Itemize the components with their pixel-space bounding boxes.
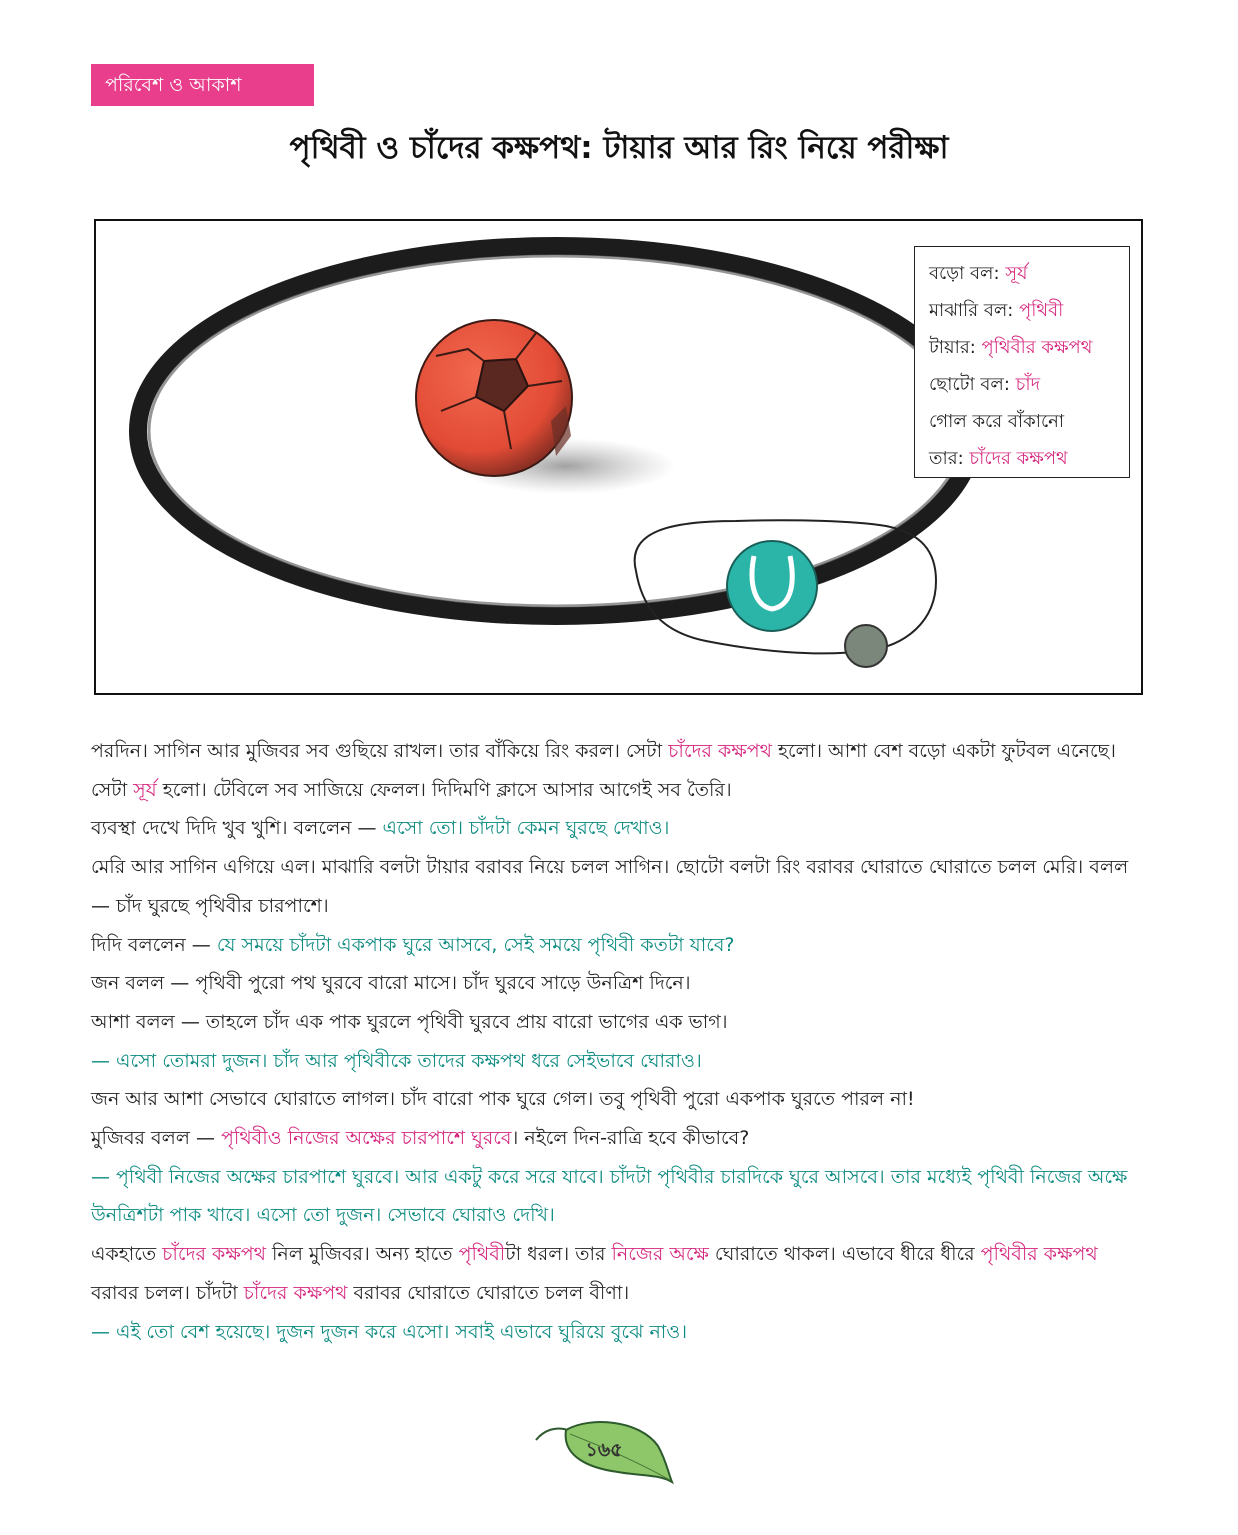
tennis-ball-earth [727,541,817,631]
paragraph-7: — এসো তোমরা দুজন। চাঁদ আর পৃথিবীকে তাদের কক্ষপথ ধরে সেইভাবে ঘোরাও। [91,1049,702,1072]
paragraph-11: একহাতে চাঁদের কক্ষপথ নিল মুজিবর। অন্য হাতে পৃথিবীটা ধরল। তার নিজের অক্ষে ঘোরাতে থাকল। এভাবে ধীরে ধীরে পৃথিবীর কক্ষপথ বরাবর চলল। চাঁদটা চাঁদের কক্ষপথ বরাবর ঘোরাতে ঘোরাতে চলল বীণা। [91,1243,1098,1304]
legend-row-earth: মাঝারি বল: পৃথিবী [929,300,1064,321]
paragraph-6: আশা বলল — তাহলে চাঁদ এক পাক ঘুরলে পৃথিবী ঘুরবে প্রায় বারো ভাগের এক ভাগ। [91,1010,728,1033]
legend-row-moon-orbit: তার: চাঁদের কক্ষপথ [929,448,1068,469]
football-sun [416,320,572,476]
legend-row-moon: ছোটো বল: চাঁদ [929,374,1041,395]
paragraph-9: মুজিবর বলল — পৃথিবীও নিজের অক্ষের চারপাশে ঘুরবে। নইলে দিন-রাত্রি হবে কীভাবে? [91,1127,750,1150]
paragraph-1: পরদিন। সাগিন আর মুজিবর সব গুছিয়ে রাখল। তার বাঁকিয়ে রিং করল। সেটা চাঁদের কক্ষপথ হলো। আশা বেশ বড়ো একটা ফুটবল এনেছে। সেটা সূর্য হলো। টেবিলে সব সাজিয়ে ফেলল। দিদিমণি ক্লাসে আসার আগেই সব তৈরি। [91,740,1116,801]
experiment-figure [94,219,1143,695]
page-number: ১৬৫ [585,1439,623,1461]
paragraph-10: — পৃথিবী নিজের অক্ষের চারপাশে ঘুরবে। আর একটু করে সরে যাবে। চাঁদটা পৃথিবীর চারদিকে ঘুরে আসবে। তার মধ্যেই পৃথিবী নিজের অক্ষে উনত্রিশটা পাক খাবে। এসো তো দুজন। সেভাবে ঘোরাও দেখি। [91,1165,1128,1227]
paragraph-3: মেরি আর সাগিন এগিয়ে এল। মাঝারি বলটা টায়ার বরাবর নিয়ে চলল সাগিন। ছোটো বলটা রিং বরাবর ঘোরাতে ঘোরাতে চলল মেরি। বলল — চাঁদ ঘুরছে পৃথিবীর চারপাশে। [91,856,1129,917]
body-text [91,732,1151,1351]
legend-row-earth-orbit: টায়ার: পৃথিবীর কক্ষপথ [929,337,1093,358]
paragraph-4: দিদি বললেন — যে সময়ে চাঁদটা একপাক ঘুরে আসবে, সেই সময়ে পৃথিবী কতটা যাবে? [91,933,735,956]
paragraph-2: ব্যবস্থা দেখে দিদি খুব খুশি। বললেন — এসো তো। চাঁদটা কেমন ঘুরছে দেখাও। [91,817,670,840]
paragraph-5: জন বলল — পৃথিবী পুরো পথ ঘুরবে বারো মাসে। চাঁদ ঘুরবে সাড়ে উনত্রিশ দিনে। [91,972,691,995]
paragraph-8: জন আর আশা সেভাবে ঘোরাতে লাগল। চাঁদ বারো পাক ঘুরে গেল। তবু পৃথিবী পুরো একপাক ঘুরতে পারল না! [91,1088,915,1111]
legend-row-wire: গোল করে বাঁকানো [929,411,1065,432]
section-tag: পরিবেশ ও আকাশ [91,64,314,106]
legend-row-sun: বড়ো বল: সূর্য [929,263,1028,284]
paragraph-12: — এই তো বেশ হয়েছে। দুজন দুজন করে এসো। সবাই এভাবে ঘুরিয়ে বুঝে নাও। [91,1320,688,1343]
figure-legend [914,246,1130,478]
page-title: পৃথিবী ও চাঁদের কক্ষপথ: টায়ার আর রিং নিয়ে পরীক্ষা [289,130,949,166]
small-ball-moon [845,625,887,667]
